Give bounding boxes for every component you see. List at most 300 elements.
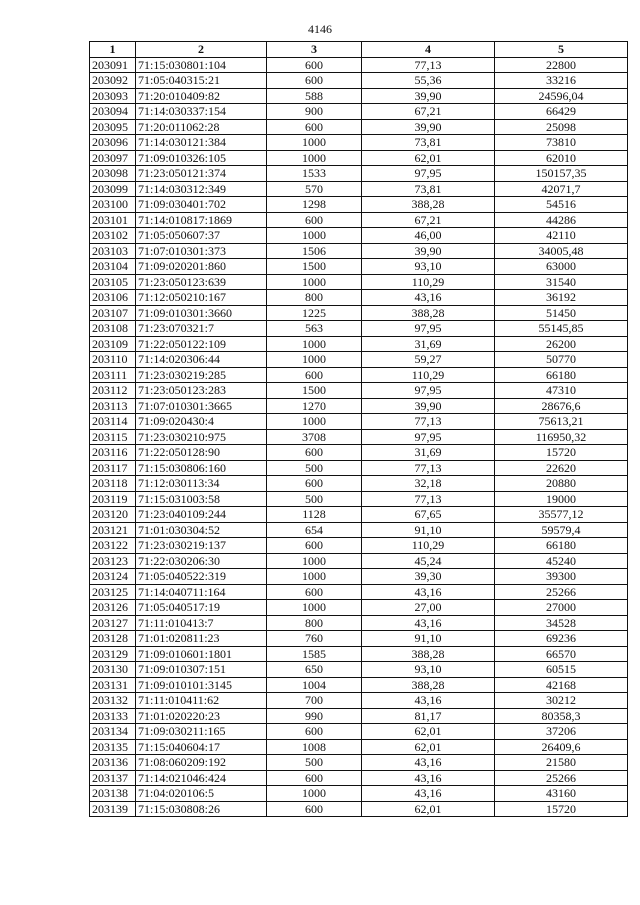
row-number-cell: 203102	[90, 228, 136, 244]
cadastral-number-cell: 71:15:030808:26	[136, 801, 267, 817]
area-cell: 650	[267, 662, 362, 678]
rate-cell: 110,29	[362, 538, 495, 554]
value-cell: 47310	[495, 383, 628, 399]
cadastral-number-cell: 71:14:030312:349	[136, 181, 267, 197]
rate-cell: 43,16	[362, 755, 495, 771]
table-row	[90, 476, 628, 492]
cadastral-number-cell: 71:09:010307:151	[136, 662, 267, 678]
cadastral-number-cell: 71:09:010326:105	[136, 150, 267, 166]
table-row	[90, 522, 628, 538]
row-number-cell: 203118	[90, 476, 136, 492]
rate-cell: 27,00	[362, 600, 495, 616]
area-cell: 600	[267, 73, 362, 89]
row-number-cell: 203126	[90, 600, 136, 616]
row-number-cell: 203128	[90, 631, 136, 647]
rate-cell: 388,28	[362, 305, 495, 321]
cadastral-number-cell: 71:05:040315:21	[136, 73, 267, 89]
value-cell: 27000	[495, 600, 628, 616]
row-number-cell: 203095	[90, 119, 136, 135]
rate-cell: 91,10	[362, 522, 495, 538]
area-cell: 1004	[267, 677, 362, 693]
rate-cell: 46,00	[362, 228, 495, 244]
row-number-cell: 203100	[90, 197, 136, 213]
value-cell: 28676,6	[495, 398, 628, 414]
area-cell: 500	[267, 460, 362, 476]
value-cell: 19000	[495, 491, 628, 507]
area-cell: 1000	[267, 553, 362, 569]
area-cell: 600	[267, 445, 362, 461]
table-row	[90, 584, 628, 600]
rate-cell: 62,01	[362, 724, 495, 740]
area-cell: 1270	[267, 398, 362, 414]
rate-cell: 388,28	[362, 646, 495, 662]
value-cell: 80358,3	[495, 708, 628, 724]
column-header-5: 5	[495, 42, 628, 58]
cadastral-number-cell: 71:22:050122:109	[136, 336, 267, 352]
cadastral-number-cell: 71:07:010301:373	[136, 243, 267, 259]
cadastral-number-cell: 71:15:040604:17	[136, 739, 267, 755]
area-cell: 1000	[267, 135, 362, 151]
value-cell: 15720	[495, 445, 628, 461]
table-row	[90, 383, 628, 399]
area-cell: 800	[267, 290, 362, 306]
row-number-cell: 203105	[90, 274, 136, 290]
value-cell: 42110	[495, 228, 628, 244]
rate-cell: 62,01	[362, 801, 495, 817]
table-row	[90, 600, 628, 616]
area-cell: 1533	[267, 166, 362, 182]
value-cell: 69236	[495, 631, 628, 647]
rate-cell: 91,10	[362, 631, 495, 647]
area-cell: 600	[267, 801, 362, 817]
row-number-cell: 203104	[90, 259, 136, 275]
value-cell: 24596,04	[495, 88, 628, 104]
area-cell: 900	[267, 104, 362, 120]
cadastral-number-cell: 71:14:021046:424	[136, 770, 267, 786]
cadastral-number-cell: 71:05:040517:19	[136, 600, 267, 616]
value-cell: 55145,85	[495, 321, 628, 337]
cadastral-number-cell: 71:23:050123:283	[136, 383, 267, 399]
table-row	[90, 321, 628, 337]
row-number-cell: 203098	[90, 166, 136, 182]
area-cell: 600	[267, 724, 362, 740]
row-number-cell: 203108	[90, 321, 136, 337]
table-row	[90, 119, 628, 135]
table-row	[90, 398, 628, 414]
value-cell: 25266	[495, 584, 628, 600]
rate-cell: 77,13	[362, 460, 495, 476]
rate-cell: 81,17	[362, 708, 495, 724]
rate-cell: 93,10	[362, 259, 495, 275]
rate-cell: 77,13	[362, 57, 495, 73]
cadastral-number-cell: 71:14:030337:154	[136, 104, 267, 120]
cadastral-number-cell: 71:23:030219:137	[136, 538, 267, 554]
value-cell: 31540	[495, 274, 628, 290]
table-row	[90, 786, 628, 802]
rate-cell: 77,13	[362, 414, 495, 430]
value-cell: 63000	[495, 259, 628, 275]
row-number-cell: 203096	[90, 135, 136, 151]
row-number-cell: 203112	[90, 383, 136, 399]
area-cell: 1000	[267, 569, 362, 585]
column-header-1: 1	[90, 42, 136, 58]
table-row	[90, 88, 628, 104]
cadastral-number-cell: 71:04:020106:5	[136, 786, 267, 802]
row-number-cell: 203139	[90, 801, 136, 817]
value-cell: 22620	[495, 460, 628, 476]
cadastral-number-cell: 71:09:020201:860	[136, 259, 267, 275]
row-number-cell: 203113	[90, 398, 136, 414]
area-cell: 1000	[267, 336, 362, 352]
rate-cell: 43,16	[362, 290, 495, 306]
value-cell: 66180	[495, 538, 628, 554]
rate-cell: 43,16	[362, 786, 495, 802]
cadastral-number-cell: 71:14:040711:164	[136, 584, 267, 600]
value-cell: 42071,7	[495, 181, 628, 197]
area-cell: 600	[267, 476, 362, 492]
value-cell: 62010	[495, 150, 628, 166]
value-cell: 51450	[495, 305, 628, 321]
rate-cell: 43,16	[362, 615, 495, 631]
value-cell: 35577,12	[495, 507, 628, 523]
area-cell: 1500	[267, 383, 362, 399]
value-cell: 25266	[495, 770, 628, 786]
row-number-cell: 203092	[90, 73, 136, 89]
value-cell: 26409,6	[495, 739, 628, 755]
value-cell: 42168	[495, 677, 628, 693]
rate-cell: 110,29	[362, 274, 495, 290]
row-number-cell: 203125	[90, 584, 136, 600]
column-header-3: 3	[267, 42, 362, 58]
row-number-cell: 203135	[90, 739, 136, 755]
cadastral-number-cell: 71:15:030806:160	[136, 460, 267, 476]
value-cell: 116950,32	[495, 429, 628, 445]
row-number-cell: 203122	[90, 538, 136, 554]
table-row	[90, 569, 628, 585]
table-row	[90, 135, 628, 151]
cadastral-number-cell: 71:23:040109:244	[136, 507, 267, 523]
table-row	[90, 57, 628, 73]
rate-cell: 73,81	[362, 181, 495, 197]
cadastral-number-cell: 71:09:020430:4	[136, 414, 267, 430]
table-row	[90, 615, 628, 631]
row-number-cell: 203129	[90, 646, 136, 662]
table-row	[90, 677, 628, 693]
area-cell: 990	[267, 708, 362, 724]
area-cell: 1000	[267, 150, 362, 166]
table-row	[90, 460, 628, 476]
rate-cell: 43,16	[362, 584, 495, 600]
table-row	[90, 770, 628, 786]
table-row	[90, 336, 628, 352]
rate-cell: 97,95	[362, 166, 495, 182]
value-cell: 45240	[495, 553, 628, 569]
cadastral-number-cell: 71:11:010411:62	[136, 693, 267, 709]
area-cell: 654	[267, 522, 362, 538]
row-number-cell: 203136	[90, 755, 136, 771]
row-number-cell: 203130	[90, 662, 136, 678]
row-number-cell: 203097	[90, 150, 136, 166]
area-cell: 1000	[267, 600, 362, 616]
table-row	[90, 166, 628, 182]
cadastral-number-cell: 71:15:030801:104	[136, 57, 267, 73]
value-cell: 33216	[495, 73, 628, 89]
table-row	[90, 662, 628, 678]
area-cell: 600	[267, 584, 362, 600]
table-row	[90, 73, 628, 89]
value-cell: 66180	[495, 367, 628, 383]
area-cell: 1585	[267, 646, 362, 662]
area-cell: 600	[267, 770, 362, 786]
row-number-cell: 203120	[90, 507, 136, 523]
row-number-cell: 203103	[90, 243, 136, 259]
cadastral-number-cell: 71:14:030121:384	[136, 135, 267, 151]
area-cell: 600	[267, 119, 362, 135]
row-number-cell: 203109	[90, 336, 136, 352]
rate-cell: 39,90	[362, 243, 495, 259]
area-cell: 600	[267, 367, 362, 383]
row-number-cell: 203133	[90, 708, 136, 724]
area-cell: 600	[267, 212, 362, 228]
rate-cell: 67,21	[362, 104, 495, 120]
cadastral-number-cell: 71:15:031003:58	[136, 491, 267, 507]
value-cell: 43160	[495, 786, 628, 802]
rate-cell: 55,36	[362, 73, 495, 89]
cadastral-number-cell: 71:09:010601:1801	[136, 646, 267, 662]
row-number-cell: 203093	[90, 88, 136, 104]
cadastral-number-cell: 71:20:011062:28	[136, 119, 267, 135]
table-row	[90, 228, 628, 244]
rate-cell: 31,69	[362, 336, 495, 352]
row-number-cell: 203137	[90, 770, 136, 786]
cadastral-number-cell: 71:01:020811:23	[136, 631, 267, 647]
value-cell: 66570	[495, 646, 628, 662]
value-cell: 34005,48	[495, 243, 628, 259]
cadastral-number-cell: 71:14:010817:1869	[136, 212, 267, 228]
value-cell: 59579,4	[495, 522, 628, 538]
value-cell: 36192	[495, 290, 628, 306]
cadastral-number-cell: 71:23:050123:639	[136, 274, 267, 290]
table-row	[90, 181, 628, 197]
area-cell: 570	[267, 181, 362, 197]
data-table	[89, 41, 628, 817]
rate-cell: 43,16	[362, 770, 495, 786]
row-number-cell: 203123	[90, 553, 136, 569]
cadastral-number-cell: 71:23:050121:374	[136, 166, 267, 182]
table-row	[90, 243, 628, 259]
table-row	[90, 646, 628, 662]
value-cell: 50770	[495, 352, 628, 368]
area-cell: 3708	[267, 429, 362, 445]
row-number-cell: 203101	[90, 212, 136, 228]
rate-cell: 67,21	[362, 212, 495, 228]
cadastral-number-cell: 71:11:010413:7	[136, 615, 267, 631]
value-cell: 21580	[495, 755, 628, 771]
cadastral-number-cell: 71:22:030206:30	[136, 553, 267, 569]
rate-cell: 39,30	[362, 569, 495, 585]
table-row	[90, 801, 628, 817]
rate-cell: 388,28	[362, 677, 495, 693]
area-cell: 588	[267, 88, 362, 104]
rate-cell: 77,13	[362, 491, 495, 507]
column-header-2: 2	[136, 42, 267, 58]
value-cell: 75613,21	[495, 414, 628, 430]
cadastral-number-cell: 71:01:030304:52	[136, 522, 267, 538]
row-number-cell: 203119	[90, 491, 136, 507]
table-row	[90, 212, 628, 228]
value-cell: 26200	[495, 336, 628, 352]
table-row	[90, 429, 628, 445]
value-cell: 60515	[495, 662, 628, 678]
table-row	[90, 739, 628, 755]
area-cell: 1000	[267, 274, 362, 290]
rate-cell: 93,10	[362, 662, 495, 678]
rate-cell: 97,95	[362, 321, 495, 337]
area-cell: 1008	[267, 739, 362, 755]
value-cell: 25098	[495, 119, 628, 135]
cadastral-number-cell: 71:01:020220:23	[136, 708, 267, 724]
row-number-cell: 203110	[90, 352, 136, 368]
cadastral-number-cell: 71:08:060209:192	[136, 755, 267, 771]
area-cell: 1225	[267, 305, 362, 321]
rate-cell: 62,01	[362, 150, 495, 166]
cadastral-number-cell: 71:23:070321:7	[136, 321, 267, 337]
cadastral-number-cell: 71:09:010101:3145	[136, 677, 267, 693]
rate-cell: 39,90	[362, 119, 495, 135]
row-number-cell: 203134	[90, 724, 136, 740]
row-number-cell: 203124	[90, 569, 136, 585]
rate-cell: 97,95	[362, 383, 495, 399]
value-cell: 15720	[495, 801, 628, 817]
area-cell: 760	[267, 631, 362, 647]
rate-cell: 39,90	[362, 88, 495, 104]
value-cell: 150157,35	[495, 166, 628, 182]
table-row	[90, 445, 628, 461]
table-row	[90, 755, 628, 771]
value-cell: 73810	[495, 135, 628, 151]
value-cell: 44286	[495, 212, 628, 228]
rate-cell: 67,65	[362, 507, 495, 523]
row-number-cell: 203106	[90, 290, 136, 306]
table-body	[90, 57, 628, 817]
area-cell: 1000	[267, 414, 362, 430]
cadastral-number-cell: 71:07:010301:3665	[136, 398, 267, 414]
area-cell: 563	[267, 321, 362, 337]
value-cell: 22800	[495, 57, 628, 73]
value-cell: 30212	[495, 693, 628, 709]
table-row	[90, 553, 628, 569]
rate-cell: 32,18	[362, 476, 495, 492]
header-row	[90, 42, 628, 58]
column-header-4: 4	[362, 42, 495, 58]
table-row	[90, 150, 628, 166]
area-cell: 600	[267, 538, 362, 554]
row-number-cell: 203091	[90, 57, 136, 73]
row-number-cell: 203107	[90, 305, 136, 321]
cadastral-number-cell: 71:20:010409:82	[136, 88, 267, 104]
table-row	[90, 305, 628, 321]
area-cell: 1000	[267, 786, 362, 802]
area-cell: 1298	[267, 197, 362, 213]
rate-cell: 62,01	[362, 739, 495, 755]
table-row	[90, 538, 628, 554]
value-cell: 37206	[495, 724, 628, 740]
value-cell: 39300	[495, 569, 628, 585]
table-row	[90, 507, 628, 523]
value-cell: 54516	[495, 197, 628, 213]
row-number-cell: 203127	[90, 615, 136, 631]
table-row	[90, 352, 628, 368]
row-number-cell: 203115	[90, 429, 136, 445]
row-number-cell: 203138	[90, 786, 136, 802]
area-cell: 600	[267, 57, 362, 73]
cadastral-number-cell: 71:09:010301:3660	[136, 305, 267, 321]
area-cell: 500	[267, 491, 362, 507]
cadastral-number-cell: 71:23:030210:975	[136, 429, 267, 445]
cadastral-number-cell: 71:09:030401:702	[136, 197, 267, 213]
rate-cell: 59,27	[362, 352, 495, 368]
rate-cell: 45,24	[362, 553, 495, 569]
area-cell: 1506	[267, 243, 362, 259]
row-number-cell: 203111	[90, 367, 136, 383]
area-cell: 700	[267, 693, 362, 709]
rate-cell: 110,29	[362, 367, 495, 383]
cadastral-number-cell: 71:05:040522:319	[136, 569, 267, 585]
table-row	[90, 708, 628, 724]
area-cell: 1000	[267, 228, 362, 244]
row-number-cell: 203114	[90, 414, 136, 430]
table-row	[90, 274, 628, 290]
table-row	[90, 693, 628, 709]
area-cell: 500	[267, 755, 362, 771]
cadastral-number-cell: 71:23:030219:285	[136, 367, 267, 383]
cadastral-number-cell: 71:12:050210:167	[136, 290, 267, 306]
page-number: 4146	[308, 22, 332, 36]
rate-cell: 31,69	[362, 445, 495, 461]
row-number-cell: 203132	[90, 693, 136, 709]
table-row	[90, 104, 628, 120]
cadastral-number-cell: 71:05:050607:37	[136, 228, 267, 244]
value-cell: 66429	[495, 104, 628, 120]
cadastral-number-cell: 71:22:050128:90	[136, 445, 267, 461]
table-row	[90, 197, 628, 213]
row-number-cell: 203117	[90, 460, 136, 476]
rate-cell: 39,90	[362, 398, 495, 414]
table-row	[90, 491, 628, 507]
area-cell: 1500	[267, 259, 362, 275]
cadastral-number-cell: 71:09:030211:165	[136, 724, 267, 740]
table-row	[90, 724, 628, 740]
row-number-cell: 203116	[90, 445, 136, 461]
rate-cell: 73,81	[362, 135, 495, 151]
table-row	[90, 631, 628, 647]
area-cell: 1000	[267, 352, 362, 368]
area-cell: 1128	[267, 507, 362, 523]
value-cell: 20880	[495, 476, 628, 492]
table-row	[90, 259, 628, 275]
area-cell: 800	[267, 615, 362, 631]
row-number-cell: 203099	[90, 181, 136, 197]
value-cell: 34528	[495, 615, 628, 631]
cadastral-number-cell: 71:12:030113:34	[136, 476, 267, 492]
row-number-cell: 203121	[90, 522, 136, 538]
rate-cell: 388,28	[362, 197, 495, 213]
row-number-cell: 203131	[90, 677, 136, 693]
table-row	[90, 367, 628, 383]
row-number-cell: 203094	[90, 104, 136, 120]
table-row	[90, 290, 628, 306]
rate-cell: 43,16	[362, 693, 495, 709]
